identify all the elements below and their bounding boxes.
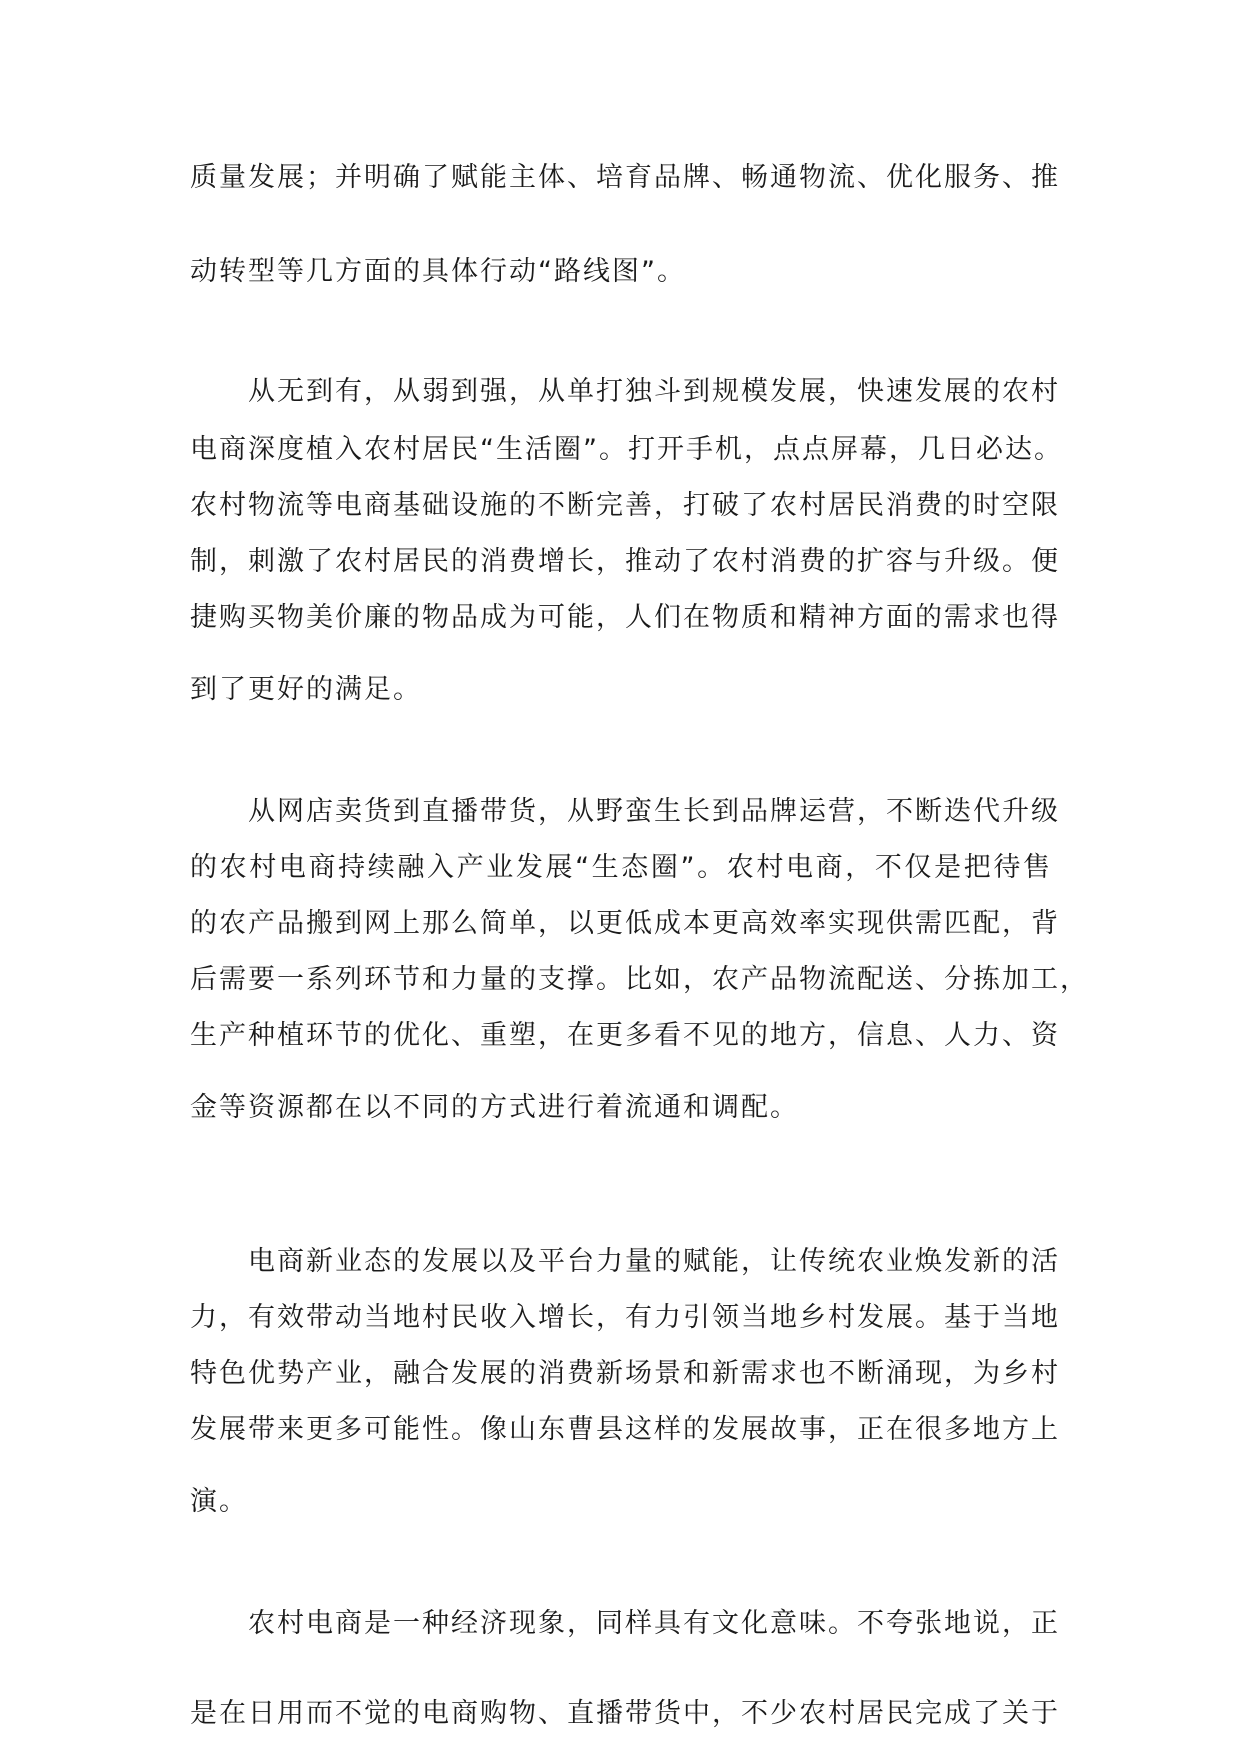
- paragraph-5-line-2: 是在日用而不觉的电商购物、直播带货中，不少农村居民完成了关于: [190, 1698, 1060, 1729]
- paragraph-4-line-1: 电商新业态的发展以及平台力量的赋能，让传统农业焕发新的活: [190, 1246, 1060, 1277]
- paragraph-4-line-2: 力，有效带动当地村民收入增长，有力引领当地乡村发展。基于当地: [190, 1302, 1060, 1333]
- paragraph-2-line-6: 到了更好的满足。: [190, 674, 422, 705]
- paragraph-2-line-2: 电商深度植入农村居民“生活圈”。打开手机，点点屏幕，几日必达。: [190, 434, 1063, 465]
- paragraph-1-line-2: 动转型等几方面的具体行动“路线图”。: [190, 256, 686, 287]
- paragraph-1-line-1: 质量发展；并明确了赋能主体、培育品牌、畅通物流、优化服务、推: [190, 162, 1060, 193]
- paragraph-3-line-2: 的农村电商持续融入产业发展“生态圈”。农村电商，不仅是把待售: [190, 852, 1052, 883]
- paragraph-2-line-1: 从无到有，从弱到强，从单打独斗到规模发展，快速发展的农村: [190, 376, 1060, 407]
- paragraph-2-line-3: 农村物流等电商基础设施的不断完善，打破了农村居民消费的时空限: [190, 490, 1060, 521]
- paragraph-4-line-3: 特色优势产业，融合发展的消费新场景和新需求也不断涌现，为乡村: [190, 1358, 1060, 1389]
- paragraph-5-line-1: 农村电商是一种经济现象，同样具有文化意味。不夸张地说，正: [190, 1608, 1060, 1639]
- paragraph-3-line-1: 从网店卖货到直播带货，从野蛮生长到品牌运营，不断迭代升级: [190, 796, 1060, 827]
- paragraph-3-line-5: 生产种植环节的优化、重塑，在更多看不见的地方，信息、人力、资: [190, 1020, 1060, 1051]
- paragraph-3-line-3: 的农产品搬到网上那么简单，以更低成本更高效率实现供需匹配，背: [190, 908, 1060, 939]
- paragraph-2-line-5: 捷购买物美价廉的物品成为可能，人们在物质和精神方面的需求也得: [190, 602, 1060, 633]
- paragraph-3-line-4: 后需要一系列环节和力量的支撑。比如，农产品物流配送、分拣加工，: [190, 964, 1089, 995]
- paragraph-3-line-6: 金等资源都在以不同的方式进行着流通和调配。: [190, 1092, 799, 1123]
- paragraph-2-line-4: 制，刺激了农村居民的消费增长，推动了农村消费的扩容与升级。便: [190, 546, 1060, 577]
- paragraph-4-line-5: 演。: [190, 1486, 248, 1517]
- paragraph-4-line-4: 发展带来更多可能性。像山东曹县这样的发展故事，正在很多地方上: [190, 1414, 1060, 1445]
